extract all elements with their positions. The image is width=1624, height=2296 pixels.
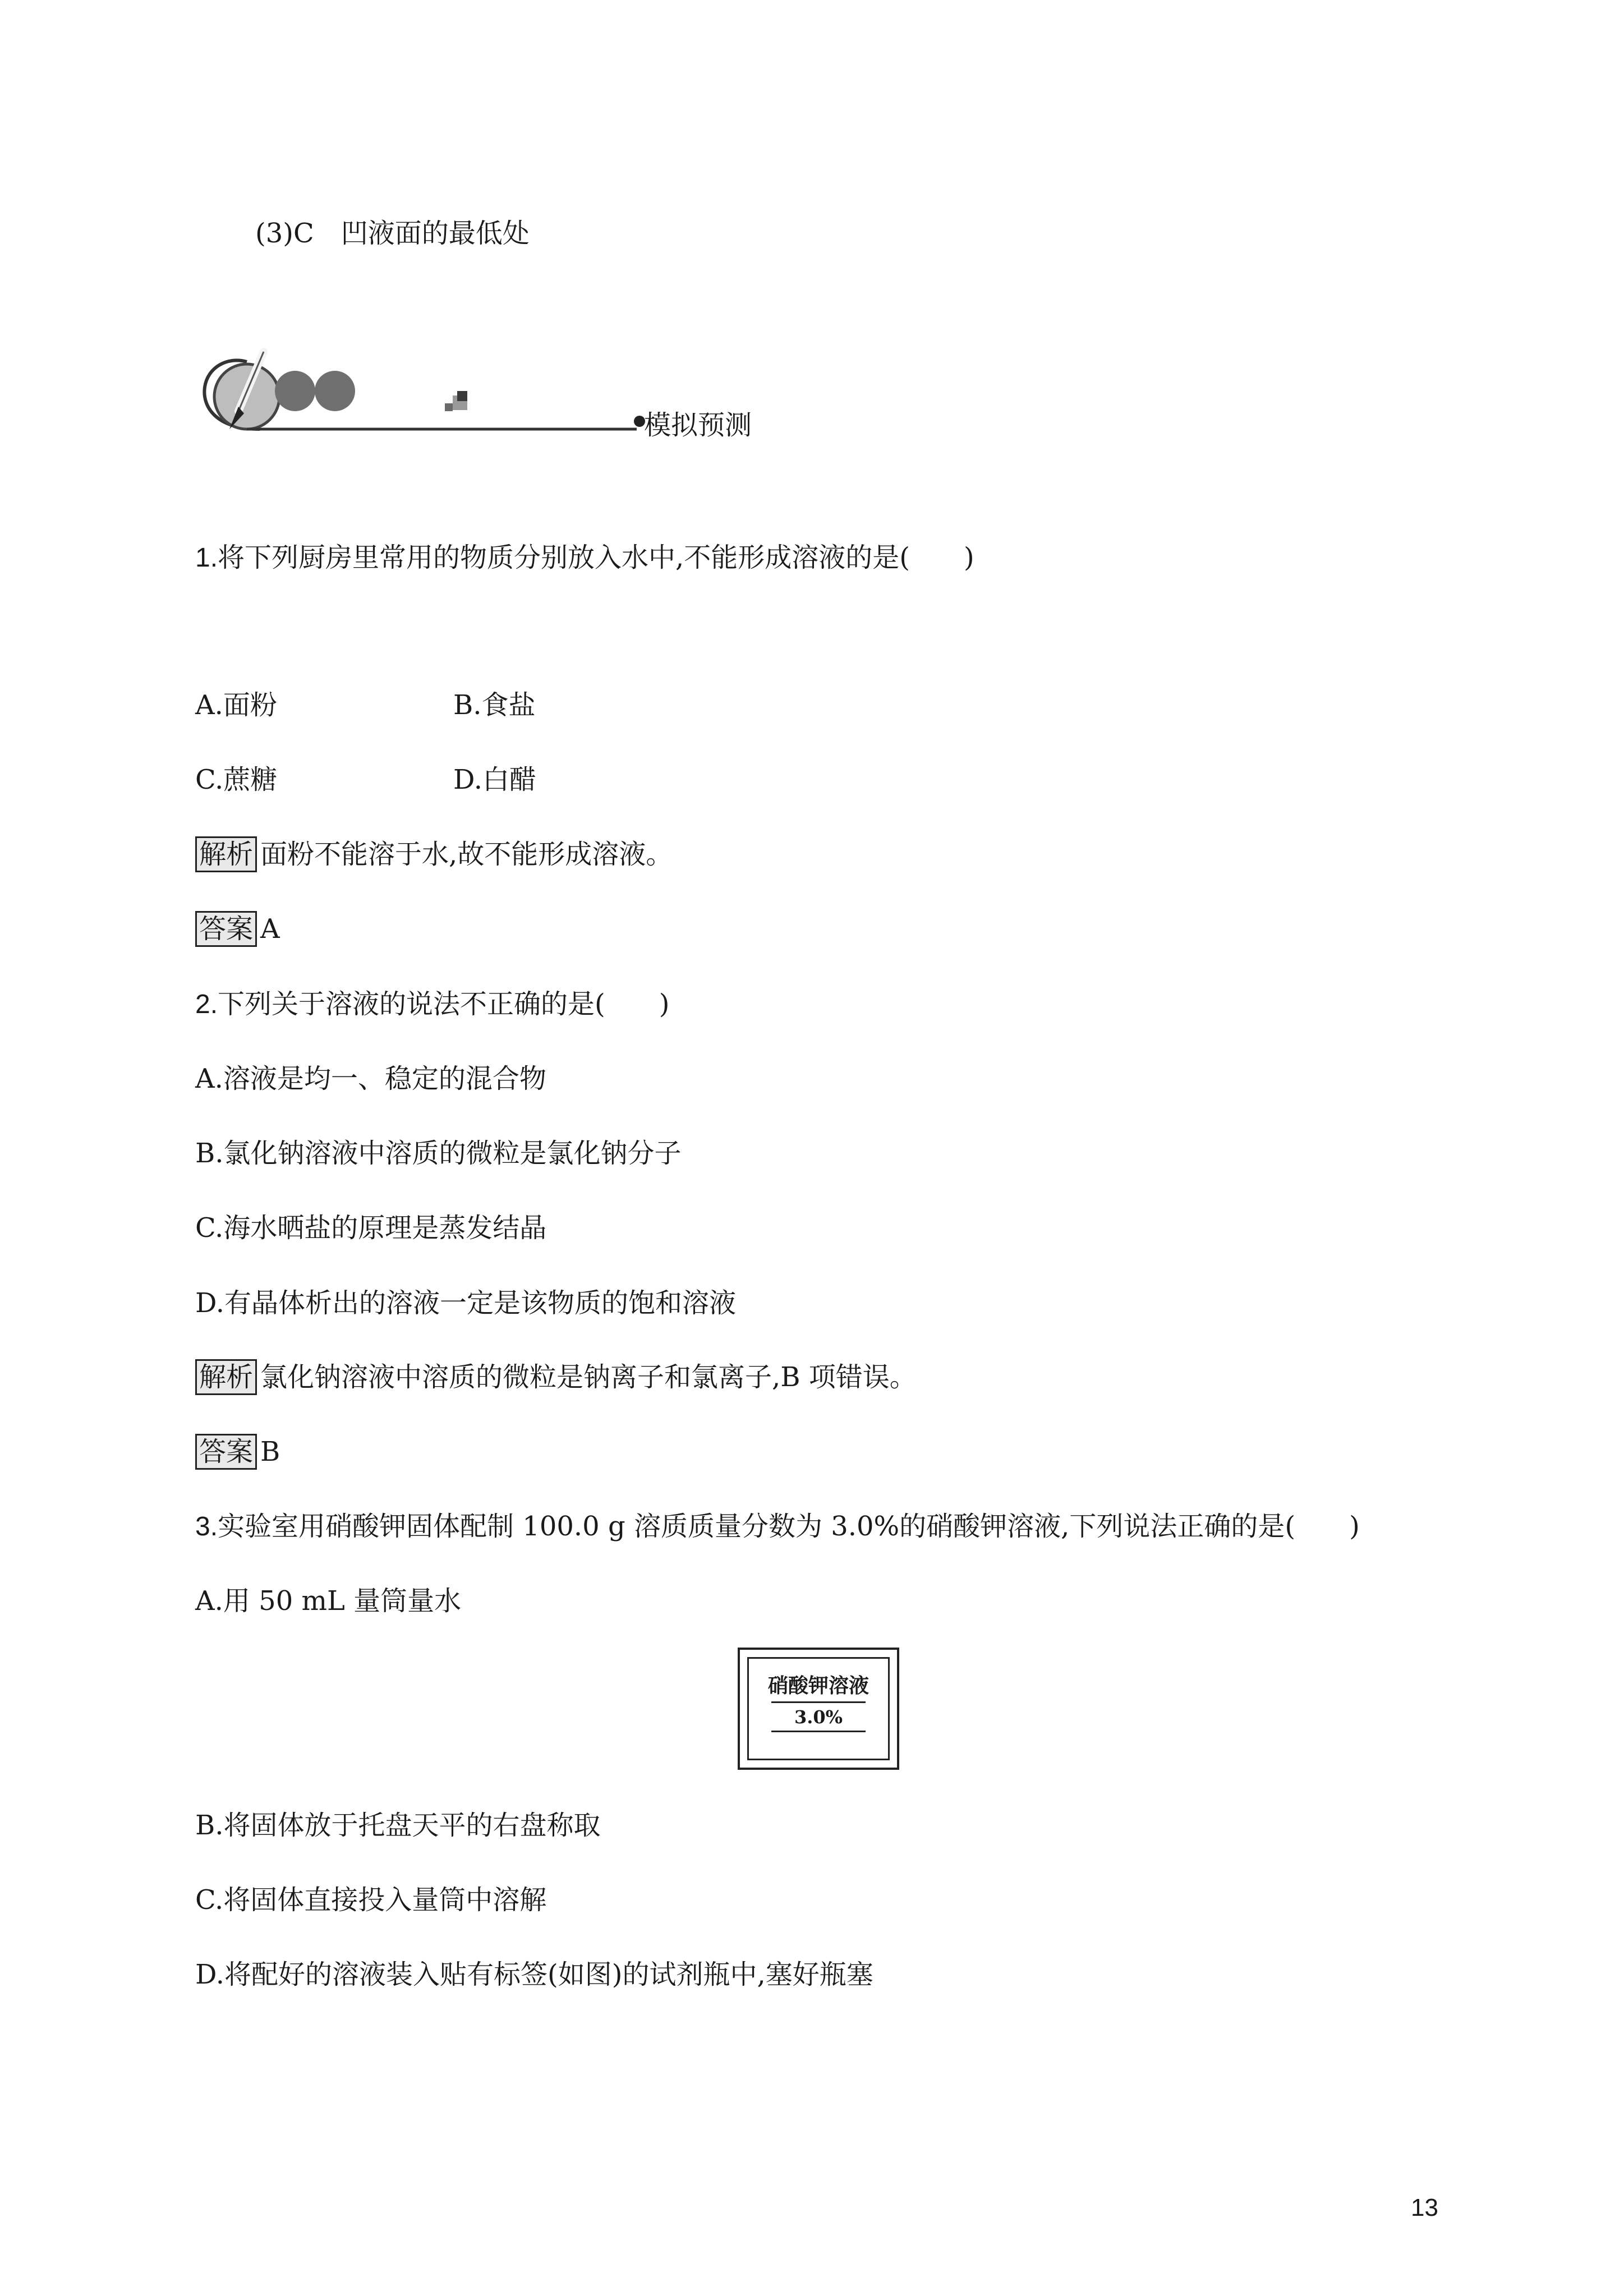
answer-tag: 答案: [195, 1434, 257, 1470]
reagent-label-rule-top: [771, 1701, 866, 1703]
question-2-answer: [195, 1434, 280, 1470]
question-3-text: 实验室用硝酸钾固体配制 100.0 g 溶质质量分数为 3.0%的硝酸钾溶液,下列说法正确的是( ): [218, 1511, 1360, 1542]
question-3-option-a: A.用 50 mL 量筒量水: [195, 1585, 462, 1617]
question-3-option-c: C.将固体直接投入量筒中溶解: [195, 1884, 547, 1916]
question-2-option-b: B.氯化钠溶液中溶质的微粒是氯化钠分子: [195, 1138, 682, 1169]
question-2-analysis-text: 氯化钠溶液中溶质的微粒是钠离子和氯离子,B 项错误。: [260, 1361, 917, 1393]
question-1-option-c: C.蔗糖: [195, 764, 278, 795]
question-1-analysis: [195, 836, 673, 872]
question-1-number: 1.: [195, 543, 218, 573]
question-1-text: 将下列厨房里常用的物质分别放入水中,不能形成溶液的是( ): [218, 542, 974, 573]
square-small: [445, 403, 453, 411]
intro-answer-line: (3)C 凹液面的最低处: [255, 218, 530, 249]
question-1-option-d: D.白醋: [453, 764, 537, 795]
question-1-answer: [195, 911, 280, 947]
question-3-option-d: D.将配好的溶液装入贴有标签(如图)的试剂瓶中,塞好瓶塞: [195, 1959, 873, 1990]
question-3-stem: [195, 1508, 1360, 1545]
question-3-number: 3.: [195, 1512, 218, 1542]
analysis-tag: 解析: [195, 836, 257, 872]
analysis-tag: 解析: [195, 1359, 257, 1395]
reagent-label-inner-frame: [747, 1657, 890, 1760]
question-1-answer-text: A: [260, 913, 280, 945]
dark-circle-1: [275, 371, 315, 411]
question-1-stem: [195, 540, 974, 576]
question-2-number: 2.: [195, 990, 218, 1019]
dark-circle-2: [315, 371, 355, 411]
reagent-label-concentration: 3.0%: [794, 1706, 843, 1728]
question-2-answer-text: B: [260, 1436, 280, 1467]
question-2-option-a: A.溶液是均一、稳定的混合物: [195, 1063, 546, 1094]
reagent-label-title: 硝酸钾溶液: [767, 1674, 869, 1697]
question-2-stem: [195, 986, 670, 1023]
page-number: 13: [1411, 2194, 1438, 2221]
question-1-option-b: B.食盐: [453, 689, 536, 721]
question-1-option-a: A.面粉: [195, 689, 277, 721]
reagent-label-figure: [738, 1648, 899, 1770]
reagent-label-rule-bottom: [771, 1731, 866, 1732]
header-rule-dot: [634, 416, 645, 427]
square-dark: [457, 391, 467, 401]
answer-tag: 答案: [195, 911, 257, 947]
section-title: 模拟预测: [644, 409, 752, 441]
question-2-text: 下列关于溶液的说法不正确的是( ): [218, 988, 670, 1020]
question-2-analysis: [195, 1359, 917, 1395]
question-2-option-c: C.海水晒盐的原理是蒸发结晶: [195, 1212, 547, 1244]
question-3-option-b: B.将固体放于托盘天平的右盘称取: [195, 1810, 601, 1841]
question-2-option-d: D.有晶体析出的溶液一定是该物质的饱和溶液: [195, 1287, 737, 1319]
question-1-analysis-text: 面粉不能溶于水,故不能形成溶液。: [260, 839, 673, 870]
